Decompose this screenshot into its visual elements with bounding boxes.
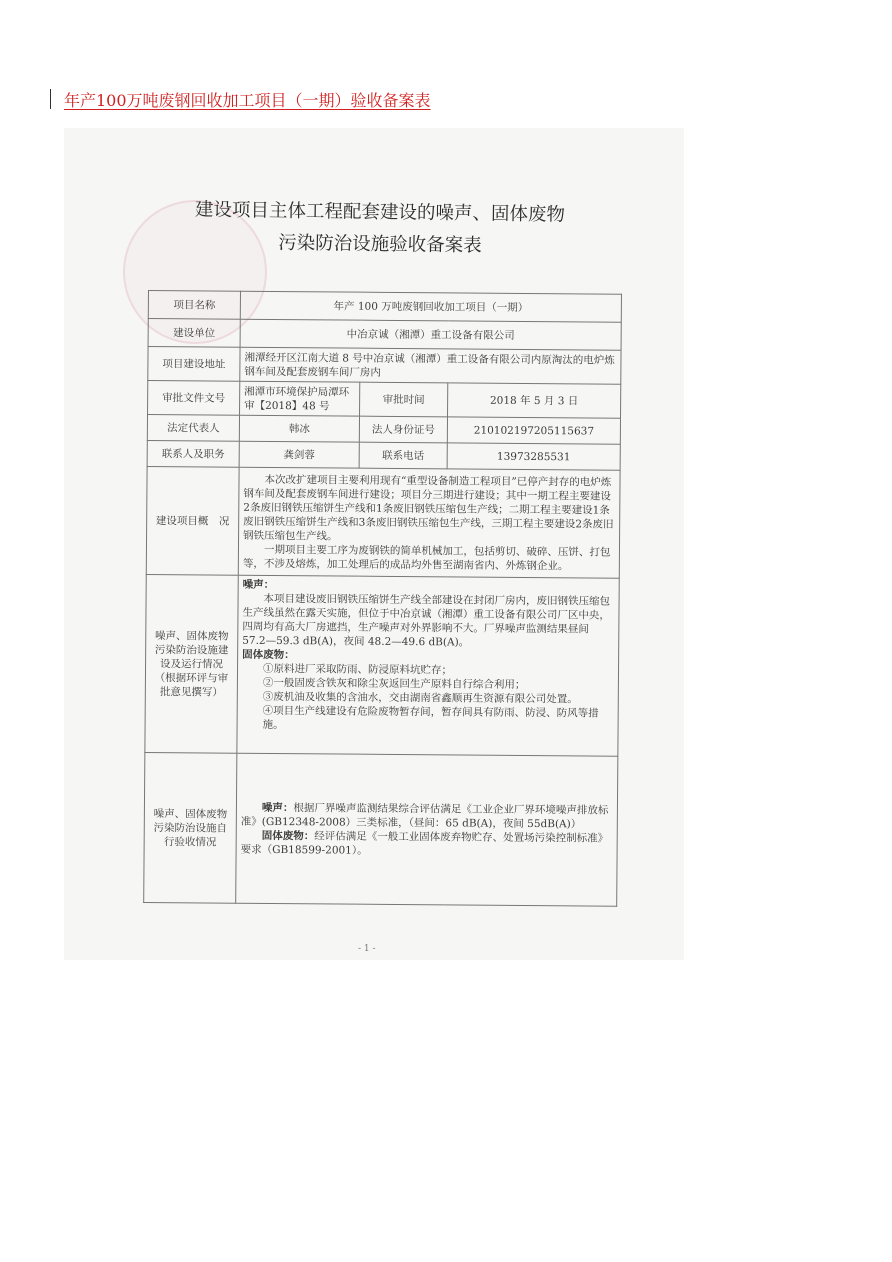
- overview-paragraph-1: 本次改扩建项目主要利用现有“重型设备制造工程项目”已停产封存的电炉炼钢车间及配套废钢车间进行建设；项目分三期进行建设；其中一期工程主要建设2条废旧钢铁压缩饼生产线和1条废旧钢铁压缩包生产线；二期工程主要建设1条废旧钢铁压缩饼生产线和3条废旧钢铁压缩包生产线，三期工程主要建设2条废旧钢铁压缩包生产线。: [243, 473, 614, 542]
- noise-text: 本项目建设废旧钢铁压缩饼生产线全部建设在封闭厂房内，废旧钢铁压缩包生产线虽然在露天实施，但位于中冶京诚（湘潭）重工设备有限公司厂区中央，四周均有高大厂房遮挡，生产噪声对外界影响不大。厂界噪声监测结果昼间 57.2—59.3 dB(A)，夜间 48.2—49.6 dB(A)。: [242, 592, 611, 649]
- contact-value: 龚剑蓉: [239, 441, 359, 468]
- legal-rep-value: 韩冰: [239, 415, 359, 442]
- facilities-label: 噪声、固体废物污染防治设施建设及运行情况（根据环评与审批意见撰写）: [145, 574, 238, 753]
- approval-time-label: 审批时间: [360, 382, 448, 417]
- overview-label: 建设项目概 况: [146, 466, 239, 575]
- acceptance-label: 噪声、固体废物污染防治设施自行验收情况: [144, 752, 237, 903]
- legal-id-label: 法人身份证号: [359, 416, 447, 443]
- row-address: [148, 347, 621, 385]
- builder-label: 建设单位: [148, 319, 240, 348]
- row-overview: [146, 466, 620, 578]
- address-label: 项目建设地址: [148, 347, 240, 382]
- document-title-line2: 污染防治设施验收备案表: [278, 232, 482, 257]
- overview-paragraph-2: 一期项目主要工序为废钢铁的简单机械加工，包括剪切、破碎、压饼、打包等，不涉及熔炼，加工处理后的成品均外售至湖南省内、外炼钢企业。: [242, 543, 611, 572]
- row-project-name: [148, 291, 621, 323]
- solid-waste-heading: 固体废物：: [242, 648, 295, 662]
- legal-id-value: 210102197205115637: [447, 417, 620, 444]
- acceptance-solid-head: 固体废物：: [261, 829, 315, 842]
- page-heading-link[interactable]: 年产100万吨废钢回收加工项目（一期）验收备案表: [64, 91, 431, 110]
- row-contact: [147, 440, 620, 470]
- facilities-value: [237, 575, 619, 756]
- row-acceptance: [144, 752, 618, 906]
- document-title-line1: 建设项目主体工程配套建设的噪声、固体废物: [194, 199, 566, 226]
- phone-label: 联系电话: [359, 442, 447, 469]
- acceptance-noise: [241, 800, 613, 831]
- approval-time-value: 2018 年 5 月 3 日: [448, 383, 621, 418]
- acceptance-solid: [241, 828, 613, 859]
- solid-waste-item: ②一般固废含铁灰和除尘灰返回生产原料自行综合利用；: [262, 676, 526, 691]
- project-name-value: 年产 100 万吨废钢回收加工项目（一期）: [240, 291, 621, 322]
- acceptance-noise-head: 噪声：: [261, 801, 294, 814]
- solid-waste-item: ①原料进厂采取防雨、防浸原料坑贮存；: [262, 662, 453, 677]
- acceptance-solid-text: 经评估满足《一般工业固体废弃物贮存、处置场污染控制标准》要求（GB18599-2001）。: [240, 829, 609, 857]
- row-approval: [148, 381, 621, 419]
- legal-rep-label: 法定代表人: [147, 415, 239, 442]
- address-value: 湘潭经开区江南大道 8 号中冶京诚（湘潭）重工设备有限公司内原淘汰的电炉炼钢车间及配套废钢车间厂房内: [240, 347, 621, 384]
- noise-heading: 噪声：: [242, 578, 275, 591]
- record-form: [143, 290, 622, 907]
- approval-doc-value: 湘潭市环境保护局潭环审【2018】48 号: [240, 381, 360, 416]
- row-facilities: [145, 574, 619, 756]
- acceptance-noise-text: 根据厂界噪声监测结果综合评估满足《工业企业厂界环境噪声排放标准》(GB12348-2008）三类标准，（昼间：65 dB(A)，夜间 55dB(A)）: [240, 801, 609, 830]
- heading-marker: [50, 89, 51, 109]
- page-number: - 1 -: [358, 944, 376, 954]
- row-builder: [148, 319, 621, 351]
- solid-waste-item: ④项目生产线建设有危险废物暂存间，暂存间具有防雨、防浸、防风等措施。: [262, 704, 599, 732]
- phone-value: 13973285531: [447, 443, 620, 470]
- approval-doc-label: 审批文件文号: [148, 381, 240, 416]
- row-legal-rep: [147, 415, 620, 445]
- solid-waste-item: ③废机油及收集的含油水，交由湖南省鑫顺再生资源有限公司处置。: [262, 690, 578, 706]
- contact-label: 联系人及职务: [147, 440, 239, 467]
- acceptance-value: [236, 753, 618, 906]
- builder-value: 中冶京诚（湘潭）重工设备有限公司: [240, 319, 621, 350]
- overview-value: [238, 467, 620, 578]
- project-name-label: 项目名称: [148, 291, 240, 320]
